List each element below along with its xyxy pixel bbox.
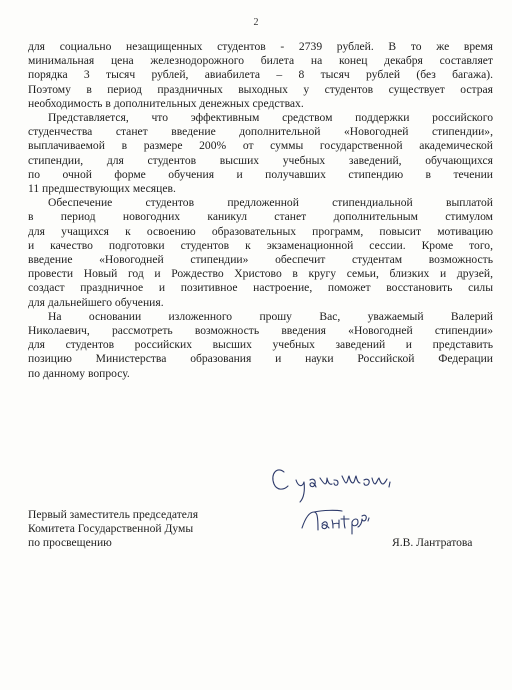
signatory-title-line: Комитета Государственной Думы (28, 522, 194, 536)
text-line: по очной форме обучения и получавших стипендию в течении (28, 167, 493, 181)
text-line: На основании изложенного прошу Вас, уважаемый Валерий (48, 309, 493, 323)
text-line: порядка 3 тысяч рублей, авиабилета – 8 тысяч рублей (без багажа). (28, 68, 493, 82)
text-line: позицию Министерства образования и науки Российской Федерации (28, 352, 493, 366)
letter-body (28, 40, 493, 381)
text-line: введение «Новогодней стипендии» обеспечит студентам возможность (28, 253, 493, 267)
text-line: стипендии, для студентов высших учебных заведений, обучающихся (28, 153, 493, 167)
text-line: минимальная цена железнодорожного билета на конец декабря составляет (28, 54, 493, 68)
text-line: и качество подготовки студентов к экзаменационной сессии. Кроме того, (28, 238, 493, 252)
text-line: для учащихся к освоению образовательных программ, повысит мотивацию (28, 224, 493, 238)
text-line: для студентов российских высших учебных заведений и представить (28, 338, 493, 352)
text-line: Представляется, что эффективным средством поддержки российского (48, 111, 493, 125)
text-line: Поэтому в период праздничных выходных у студентов существует острая (28, 82, 493, 96)
paragraph-1 (28, 40, 493, 111)
signatory-title-line: по просвещению (28, 536, 112, 550)
signatory-title (28, 508, 288, 551)
paragraph-4 (28, 310, 493, 381)
text-line: по данному вопросу. (28, 366, 130, 380)
text-line: для социально незащищенных студентов - 2739 рублей. В то же время (28, 40, 493, 53)
text-line: Николаевич, рассмотреть возможность введения «Новогодней стипендии» (28, 324, 493, 338)
text-line: создаст праздничное и позитивное настроение, поможет восстановить силы (28, 281, 493, 295)
text-line: Обеспечение студентов предложенной стипендиальной выплатой (48, 196, 493, 210)
text-line: для дальнейшего обучения. (28, 295, 164, 309)
signatory-name: Я.В. Лантратова (392, 536, 473, 549)
page-number: 2 (253, 17, 259, 28)
text-line: студенчества станет введение дополнительной «Новогодней стипендии», (28, 125, 493, 139)
text-line: необходимость в дополнительных денежных средствах. (28, 96, 304, 110)
text-line: в период новогодних каникул станет дополнительным стимулом (28, 210, 493, 224)
text-line: выплачиваемой в размере 200% от суммы государственной академической (28, 139, 493, 153)
signatory-title-line: Первый заместитель председателя (28, 508, 199, 521)
handwritten-signature (268, 456, 428, 546)
paragraph-3 (28, 196, 493, 310)
paragraph-2 (28, 111, 493, 196)
text-line: 11 предшествующих месяцев. (28, 182, 176, 196)
text-line: провести Новый год и Рождество Христово в кругу семьи, близких и друзей, (28, 267, 493, 281)
